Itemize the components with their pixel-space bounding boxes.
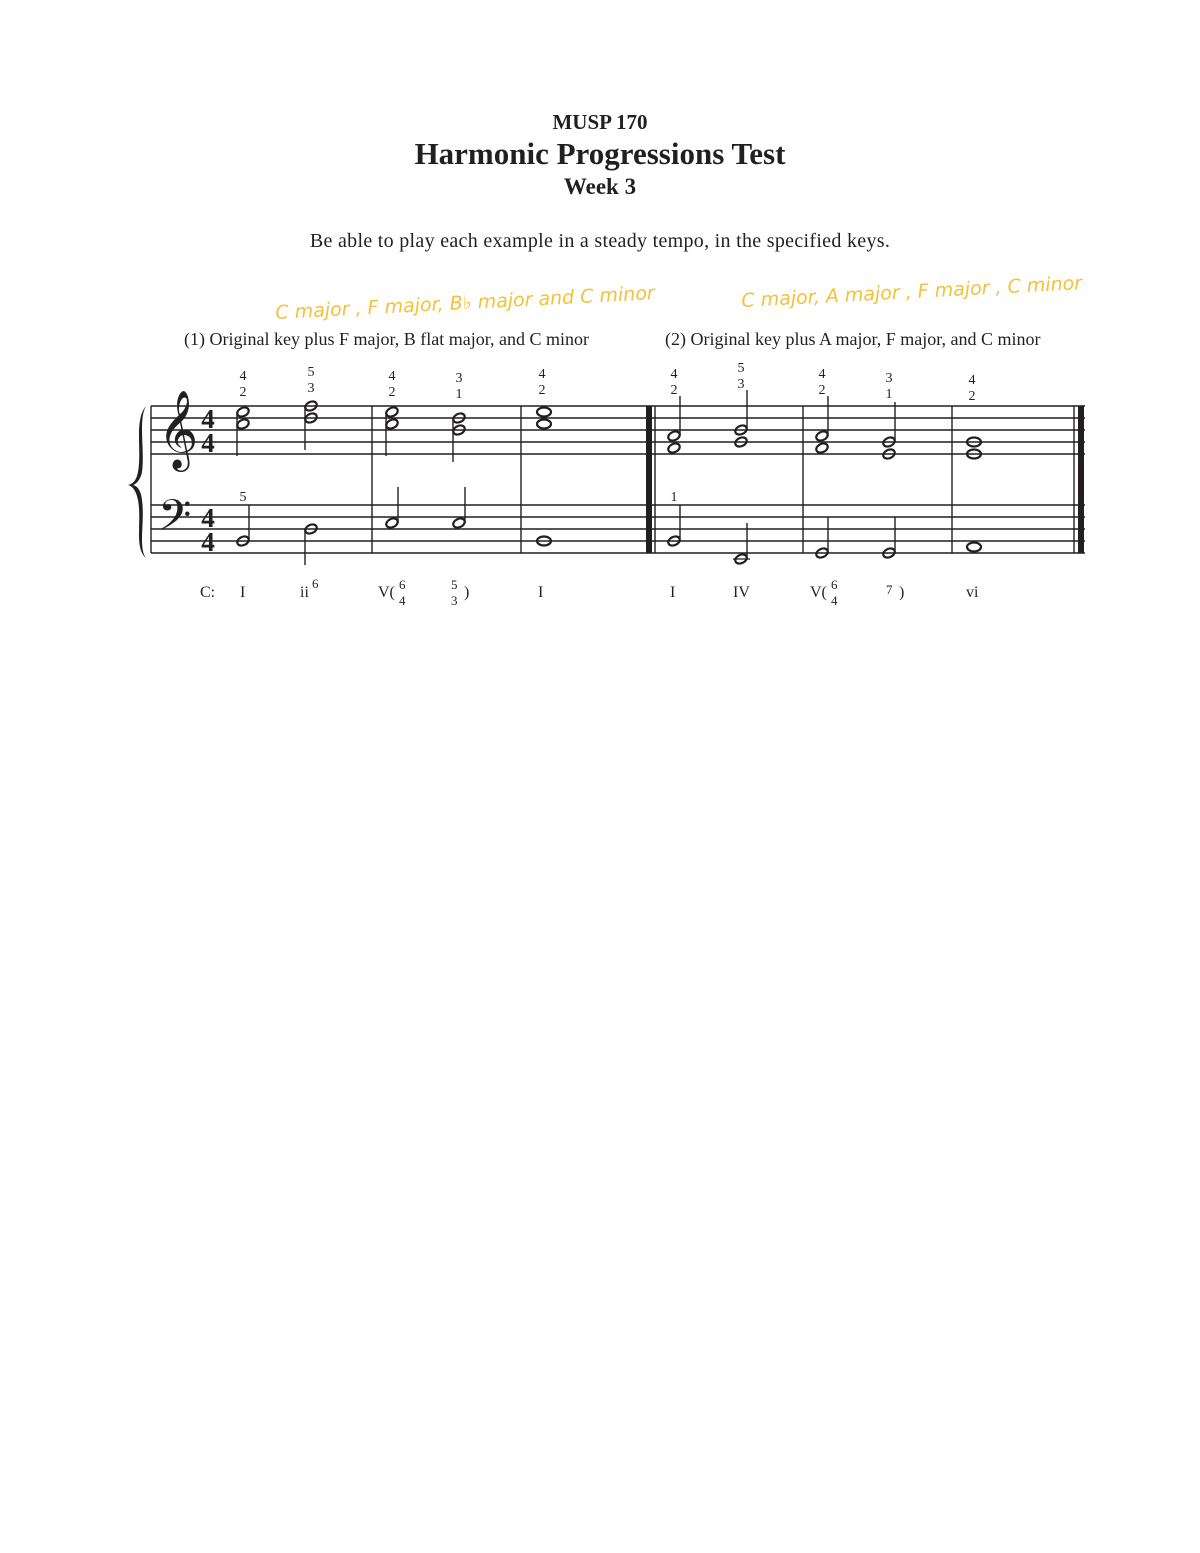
music-score (0, 355, 1200, 625)
fingerings-ex1 (240, 365, 546, 505)
fingering: 5 (239, 490, 247, 505)
fingerings-ex2 (671, 361, 976, 505)
time-sig-bass-top: 4 (201, 503, 215, 533)
roman-numeral: I (538, 584, 544, 601)
figure: 6 (312, 576, 319, 591)
figure: 5 (451, 577, 458, 592)
grand-staff-brace (128, 406, 146, 558)
bass-staff (151, 505, 1085, 553)
week-label: Week 3 (563, 174, 637, 199)
course-code: MUSP 170 (552, 110, 648, 134)
roman-numeral: IV (733, 584, 750, 601)
fingering: 2 (538, 383, 546, 398)
double-bar-thick-1 (646, 406, 652, 553)
treble-clef-icon: 𝄞 (158, 390, 199, 469)
roman-numeral: ii (300, 584, 309, 601)
fingering: 5 (737, 361, 745, 376)
fingering: 4 (818, 367, 826, 382)
fingering: 4 (538, 367, 546, 382)
fingering: 4 (968, 373, 976, 388)
figure-close: ) (899, 584, 905, 601)
fingering: 2 (239, 385, 247, 400)
figure: 6 (399, 577, 406, 592)
fingering: 3 (737, 377, 745, 392)
bar-lines (151, 406, 1074, 553)
figure: 3 (451, 593, 458, 608)
roman-numeral: V( (810, 584, 827, 601)
fingering: 3 (307, 381, 315, 396)
fingering: 4 (239, 369, 247, 384)
figure: 4 (831, 593, 838, 608)
time-sig-bass-bottom: 4 (201, 527, 215, 557)
fingering: 3 (455, 371, 463, 386)
roman-numeral: vi (966, 584, 979, 601)
fingering: 1 (670, 490, 678, 505)
figure: 6 (831, 577, 838, 592)
figure: 4 (399, 593, 406, 608)
roman-numerals-ex2 (670, 577, 979, 608)
handwritten-note-2: C major, A major , F major , C minor (740, 272, 1083, 312)
fingering: 2 (670, 383, 678, 398)
final-bar-thick (1078, 406, 1084, 553)
time-sig-treble-bottom: 4 (201, 428, 215, 458)
roman-numerals-ex1 (200, 576, 543, 608)
fingering: 1 (455, 387, 463, 402)
fingering: 4 (670, 367, 678, 382)
handwritten-note-1: C major , F major, B♭ major and C minor (274, 282, 656, 324)
example-2-caption: (2) Original key plus A major, F major, and C minor (665, 329, 1041, 349)
roman-numeral: I (240, 584, 246, 601)
key-label: C: (200, 584, 216, 601)
fingering: 4 (388, 369, 396, 384)
roman-numeral: V( (378, 584, 395, 601)
figure-close: ) (464, 584, 470, 601)
time-sig-treble-top: 4 (201, 404, 215, 434)
fingering: 5 (307, 365, 315, 380)
roman-numeral: I (670, 584, 676, 601)
fingering: 3 (885, 371, 893, 386)
instructions: Be able to play each example in a steady tempo, in the specified keys. (309, 230, 891, 252)
figure: 7 (886, 582, 893, 597)
fingering: 2 (818, 383, 826, 398)
bass-clef-icon: 𝄢 (158, 491, 192, 551)
fingering: 2 (388, 385, 396, 400)
page-title: Harmonic Progressions Test (414, 136, 786, 171)
example-1-caption: (1) Original key plus F major, B flat major, and C minor (184, 329, 589, 349)
fingering: 2 (968, 389, 976, 404)
treble-staff (151, 406, 1085, 454)
fingering: 1 (885, 387, 893, 402)
treble-stems (237, 390, 895, 462)
